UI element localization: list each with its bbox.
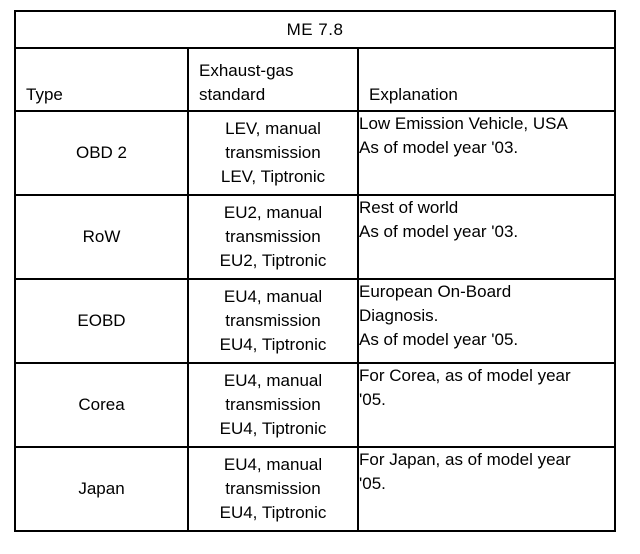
standard-line: EU4, Tiptronic <box>219 503 327 522</box>
explanation-line: '05. <box>359 390 386 409</box>
explanation-line: As of model year '03. <box>359 222 519 241</box>
standard-line: EU4, Tiptronic <box>219 419 327 438</box>
header-standard <box>188 48 358 111</box>
spec-table <box>14 10 616 532</box>
type-cell: OBD 2 <box>15 111 188 195</box>
table-title: ME 7.8 <box>15 11 615 48</box>
type-cell: Japan <box>15 447 188 531</box>
type-cell: Corea <box>15 363 188 447</box>
explanation-line: Diagnosis. <box>359 306 439 325</box>
explanation-line: For Japan, as of model year <box>359 450 571 469</box>
standard-line: EU2, manual <box>223 203 323 222</box>
standard-line: LEV, Tiptronic <box>220 167 326 186</box>
standard-line: transmission <box>225 311 321 330</box>
table-row <box>15 363 615 447</box>
standard-line: EU2, Tiptronic <box>219 251 327 270</box>
explanation-line: Low Emission Vehicle, USA <box>359 114 568 133</box>
type-cell: EOBD <box>15 279 188 363</box>
explanation-cell <box>358 111 615 195</box>
standard-cell <box>188 111 358 195</box>
explanation-line: Rest of world <box>359 198 459 217</box>
table-row <box>15 195 615 279</box>
header-explanation: Explanation <box>358 48 615 111</box>
explanation-cell <box>358 279 615 363</box>
standard-cell <box>188 363 358 447</box>
explanation-line: For Corea, as of model year <box>359 366 571 385</box>
standard-cell <box>188 195 358 279</box>
explanation-line: '05. <box>359 474 386 493</box>
explanation-line: As of model year '05. <box>359 330 519 349</box>
header-type: Type <box>15 48 188 111</box>
standard-line: LEV, manual <box>225 119 321 138</box>
explanation-cell <box>358 447 615 531</box>
header-row <box>15 48 615 111</box>
table-row <box>15 447 615 531</box>
explanation-cell <box>358 363 615 447</box>
standard-line: EU4, manual <box>223 455 323 474</box>
standard-line: transmission <box>225 143 321 162</box>
standard-line: transmission <box>225 479 321 498</box>
standard-cell <box>188 447 358 531</box>
standard-line: EU4, manual <box>223 287 323 306</box>
standard-line: transmission <box>225 395 321 414</box>
explanation-cell <box>358 195 615 279</box>
header-standard-line: Exhaust-gas <box>199 61 294 80</box>
standard-cell <box>188 279 358 363</box>
explanation-line: European On-Board <box>359 282 512 301</box>
explanation-line: As of model year '03. <box>359 138 519 157</box>
table-row <box>15 111 615 195</box>
header-standard-line: standard <box>199 85 266 104</box>
type-cell: RoW <box>15 195 188 279</box>
standard-line: EU4, manual <box>223 371 323 390</box>
standard-line: EU4, Tiptronic <box>219 335 327 354</box>
standard-line: transmission <box>225 227 321 246</box>
table-row <box>15 279 615 363</box>
